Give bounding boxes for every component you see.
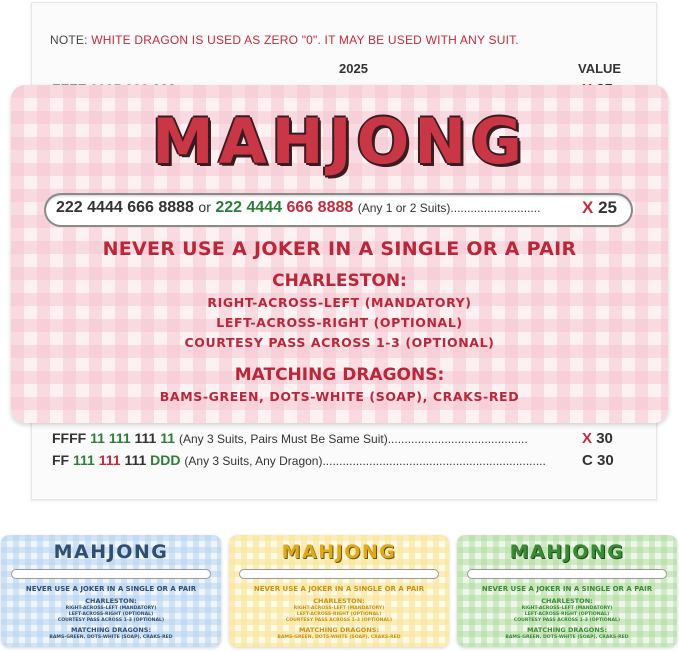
variant-dragons-heading: MATCHING DRAGONS: (70, 626, 152, 634)
variant-card-blue (1, 535, 221, 647)
hand-line-bottom-1: FFFF 11 111 111 11 (Any 3 Suits, Pairs Must Be Same Suit).......................................... X 30 (52, 430, 613, 447)
variant-card-green (457, 535, 677, 647)
charleston-heading: CHARLESTON: (272, 271, 407, 291)
sheet-year: 2025 (339, 61, 368, 76)
variant-charleston-line: COURTESY PASS ACROSS 1-3 (OPTIONAL) (285, 618, 393, 623)
variant-dragons-line: BAMS-GREEN, DOTS-WHITE (SOAP), CRAKS-RED (277, 635, 401, 640)
variant-title: MAHJONG (281, 541, 397, 563)
variant-charleston-line: RIGHT-ACROSS-LEFT (MANDATORY) (521, 606, 613, 611)
variant-dragons-line: BAMS-GREEN, DOTS-WHITE (SOAP), CRAKS-RED (505, 635, 629, 640)
hand-line-bottom-2: FF 111 111 111 DDD (Any 3 Suits, Any Dragon)................................................................... C 30 (52, 452, 614, 469)
sheet-note-highlight: WHITE DRAGON IS USED AS ZERO "0". IT MAY BE USED WITH ANY SUIT. (91, 33, 519, 47)
variant-joker-rule: NEVER USE A JOKER IN A SINGLE OR A PAIR (253, 585, 425, 593)
joker-rule: NEVER USE A JOKER IN A SINGLE OR A PAIR (102, 238, 577, 260)
variant-joker-rule: NEVER USE A JOKER IN A SINGLE OR A PAIR (25, 585, 197, 593)
variant-joker-rule: NEVER USE A JOKER IN A SINGLE OR A PAIR (481, 585, 653, 593)
variant-slot (11, 569, 211, 579)
variant-charleston-line: RIGHT-ACROSS-LEFT (MANDATORY) (65, 606, 157, 611)
variant-charleston-line: LEFT-ACROSS-RIGHT (OPTIONAL) (68, 612, 154, 617)
slot-hand-line: 222 4444 666 8888 or 222 4444 666 8888 (Any 1 or 2 Suits)........................... (56, 199, 541, 216)
variant-charleston-line: RIGHT-ACROSS-LEFT (MANDATORY) (293, 606, 385, 611)
variant-charleston-line: COURTESY PASS ACROSS 1-3 (OPTIONAL) (57, 618, 165, 623)
slot-hand-value: X 25 (582, 198, 617, 217)
charleston-line: COURTESY PASS ACROSS 1-3 (OPTIONAL) (184, 335, 495, 350)
variant-charleston-heading: CHARLESTON: (85, 597, 137, 605)
main-card (11, 85, 668, 423)
variant-title: MAHJONG (53, 541, 169, 563)
sheet-value-header: VALUE (578, 61, 622, 76)
hand-value: C 30 (582, 452, 614, 469)
card-title: MAHJONG (151, 105, 528, 178)
dragons-line: BAMS-GREEN, DOTS-WHITE (SOAP), CRAKS-RED (159, 389, 520, 404)
variant-title: MAHJONG (509, 541, 625, 563)
charleston-line: RIGHT-ACROSS-LEFT (MANDATORY) (207, 295, 472, 310)
variant-charleston-heading: CHARLESTON: (313, 597, 365, 605)
variant-charleston-line: LEFT-ACROSS-RIGHT (OPTIONAL) (296, 612, 382, 617)
sheet-note: NOTE: WHITE DRAGON IS USED AS ZERO "0". IT MAY BE USED WITH ANY SUIT. (50, 33, 519, 47)
card-viewing-slot (44, 193, 633, 227)
variant-dragons-heading: MATCHING DRAGONS: (298, 626, 380, 634)
variant-slot (239, 569, 439, 579)
variant-card-yellow (229, 535, 449, 647)
variant-dragons-line: BAMS-GREEN, DOTS-WHITE (SOAP), CRAKS-RED (49, 635, 173, 640)
variant-charleston-line: LEFT-ACROSS-RIGHT (OPTIONAL) (524, 612, 610, 617)
variant-slot (467, 569, 667, 579)
dragons-heading: MATCHING DRAGONS: (234, 365, 445, 385)
variant-charleston-line: COURTESY PASS ACROSS 1-3 (OPTIONAL) (513, 618, 621, 623)
charleston-line: LEFT-ACROSS-RIGHT (OPTIONAL) (216, 315, 463, 330)
variant-dragons-heading: MATCHING DRAGONS: (526, 626, 608, 634)
variant-charleston-heading: CHARLESTON: (541, 597, 593, 605)
hand-value: X 30 (582, 430, 613, 447)
